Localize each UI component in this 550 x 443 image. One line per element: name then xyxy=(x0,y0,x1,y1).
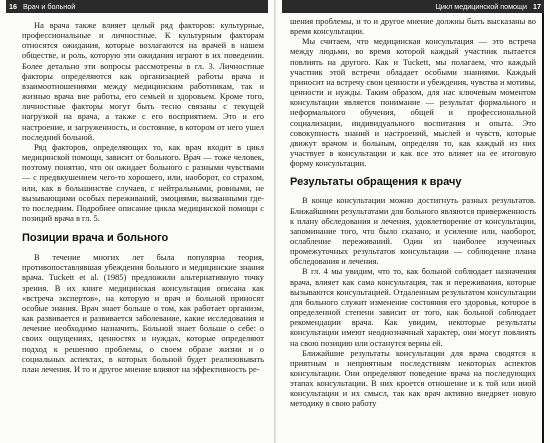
right-paragraph-1: Мы считаем, что медицинская консультация — это встреча между людьми, во время которой каждый участник пытается повлиять на другого. Как и Tuckett, мы полагаем, что каждый участник этой встречи обладает особыми знаниями. Каждый приносит на встречу свои ценности и убеждения, чувства и мотивы, ценности и нужды. Таким образом, для нас ключевым моментом консультации является понимание — результат формального и неформального обучения, общей и профессиональной социализации, индивидуального воспитания и опыта. Это совокупность знаний и настроений, мыслей и чувств, которые движут врачом и больным, определяя то, как каждый из них участвует в консультации и как все это влияет на ее итоговую форму консультации. xyxy=(290,36,536,169)
left-running-header xyxy=(6,0,268,13)
right-top-paragraph: шения проблемы, и то и другое мнение должны быть высказаны во время консультации. xyxy=(290,16,536,37)
left-running-head: Врач и больной xyxy=(23,2,76,11)
left-page-number: 16 xyxy=(9,2,17,11)
right-running-header xyxy=(282,0,544,13)
right-section-paragraph-2: В гл. 4 мы увидим, что то, как больной соблюдает назначения врача, влияет как сама консультация, так и переживания, которые вызываются консультацией. Отдаленным результатом консультации для больного служит изменение состояния его здоровья, которое в определенной степени зависит от того, как больной соблюдает рекомендации врача. Как увидим, некоторые результаты консультации имеют неоднозначный характер, они могут повлиять на свою позицию или останутся верны ей. xyxy=(290,266,536,348)
right-section-paragraph-1: В конце консультации можно достигнуть разных результатов. Ближайшими результатами для больного являются приверженность к плану обследования и лечения, удовлетворение от консультации, запоминание того, что было сказано, и усиление или, наоборот, ослабление переживаний. Один из наиболее изученных промежуточных результатов консультации — соблюдение плана обследования и лечения. xyxy=(290,195,536,267)
right-section-paragraph-3: Ближайшие результаты консультации для врача сводятся к приятным и неприятным последствиям некоторых аспектов консультации. Они определяют поведение врача на последующих этапах консультации. В них кроется отношение и к той или иной консультации и их смысл, так как врач активно внедряет новую методику в свою работу xyxy=(290,347,536,409)
right-running-head: Цикл медицинской помощи xyxy=(435,2,527,11)
right-page xyxy=(276,0,550,443)
section-heading-results: Результаты обращения к врачу xyxy=(290,176,462,189)
left-page-body xyxy=(22,20,264,374)
section-heading-positions: Позиции врача и больного xyxy=(22,232,169,245)
right-page-number: 17 xyxy=(533,2,541,11)
left-section-paragraph: В течение многих лет была популярна теория, противопоставлявшая убеждения больного и медицинские знания врача. Tuckett et al. (1985) предложили альтернативную точку зрения. В их книге медицинская консультация описана как «встреча экспертов», на которую и врач и больной приносят особые знания. Врач знает больше о том, как работает организм, как развивается и развивается заболевание, какие исследования и лечение необходимо назначить. Больной знает больше о себе: о своих ощущениях, ценностях и нуждах, которые определяют подход к решению проблемы, о своем образе жизни и о социальных аспектах, в которых больной будет реализовывать план лечения. И то и другое мнение влияют на эффективность ре- xyxy=(22,252,264,374)
left-paragraph-2: Ряд факторов, определяющих то, как врач входит в цикл медицинской помощи, зависит от больного. Врач — тоже человек, поэтому понятно, что он ожидает больного с разными чувствами — с предвкушением чего-то хорошего, или, наоборот, со страхом, или, как в большинстве случаев, с нейтральными, ровными, не вызывающими особых переживаний, эмоциями, вызванными где-то последним. Подробнее описание цикла медицинской помощи с позиций врача в гл. 5. xyxy=(22,141,264,223)
left-page xyxy=(0,0,274,443)
left-paragraph-1: На врача также влияет целый ряд факторов: культурные, профессиональные и личностные. К культурным факторам относятся ожидания, которые возлагаются на врачей в нашем обществе, и роль, которую эти ожидания играют в их поведении. Более детально эти вопросы рассмотрены в гл. 3. Личностные факторы определяются как организацией работы врача и взаимоотношениями между медицинским работникам, так и жизнью врача вне работы, его семьей и здоровьем. Кроме того, личностные факторы могут быть тесно связаны с текущей нагрузкой на врача, а также с его восприятием. Это и его настроение, и загруженность, и состояние, в котором от него ушел последний больной. xyxy=(22,20,264,142)
right-edge-rule xyxy=(542,13,544,443)
right-page-body xyxy=(290,16,536,409)
